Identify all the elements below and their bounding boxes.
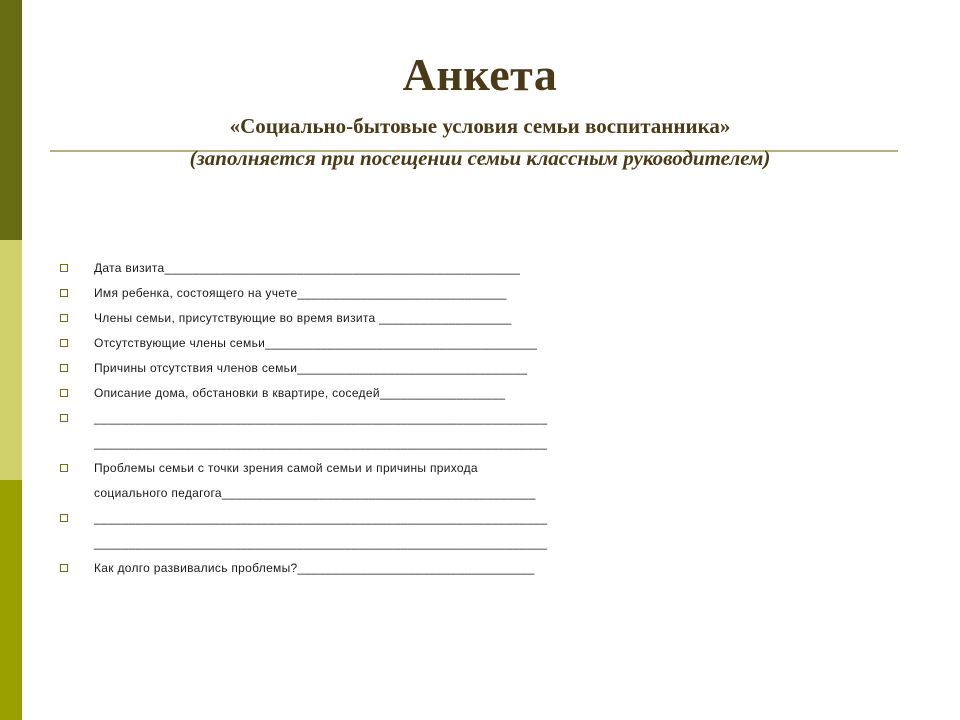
square-bullet-icon [60, 289, 68, 297]
field-line[interactable]: Имя ребенка, состоящего на учете______________________________ [94, 286, 507, 300]
square-bullet-icon [60, 339, 68, 347]
square-bullet-icon [60, 414, 68, 422]
field-line: Проблемы семьи с точки зрения самой семьи и причины прихода [94, 461, 478, 475]
questionnaire-list [56, 256, 896, 581]
list-item [56, 331, 896, 356]
list-item [56, 456, 896, 506]
square-bullet-icon [60, 464, 68, 472]
square-bullet-icon [60, 364, 68, 372]
field-line[interactable]: Причины отсутствия членов семьи_________________________________ [94, 361, 528, 375]
list-item [56, 506, 896, 556]
field-line[interactable]: _________________________________________________________________ [94, 536, 548, 550]
field-line[interactable]: _________________________________________________________________ [94, 436, 548, 450]
field-line[interactable]: социального педагога_____________________________________________ [94, 486, 536, 500]
square-bullet-icon [60, 314, 68, 322]
page-subtitle: «Социально-бытовые условия семьи воспитанника» [229, 114, 731, 138]
square-bullet-icon [60, 389, 68, 397]
decor-bar-bottom [0, 480, 22, 720]
square-bullet-icon [60, 264, 68, 272]
list-item [56, 381, 896, 406]
field-line[interactable]: Как долго развивались проблемы?__________________________________ [94, 561, 535, 575]
list-item [56, 556, 896, 581]
field-line[interactable]: _________________________________________________________________ [94, 411, 548, 425]
square-bullet-icon [60, 514, 68, 522]
list-item [56, 406, 896, 456]
field-line[interactable]: Описание дома, обстановки в квартире, соседей__________________ [94, 386, 506, 400]
field-line[interactable]: Члены семьи, присутствующие во время визита ___________________ [94, 311, 512, 325]
decor-bar-middle [0, 240, 22, 480]
field-line[interactable]: Дата визита___________________________________________________ [94, 261, 521, 275]
page-title: Анкета [402, 49, 558, 100]
field-line[interactable]: Отсутствующие члены семьи_______________________________________ [94, 336, 538, 350]
square-bullet-icon [60, 564, 68, 572]
list-item [56, 306, 896, 331]
list-item [56, 256, 896, 281]
list-item [56, 281, 896, 306]
field-line[interactable]: _________________________________________________________________ [94, 511, 548, 525]
list-item [56, 356, 896, 381]
fill-note: (заполняется при посещении семьи классным руководителем) [189, 146, 771, 170]
